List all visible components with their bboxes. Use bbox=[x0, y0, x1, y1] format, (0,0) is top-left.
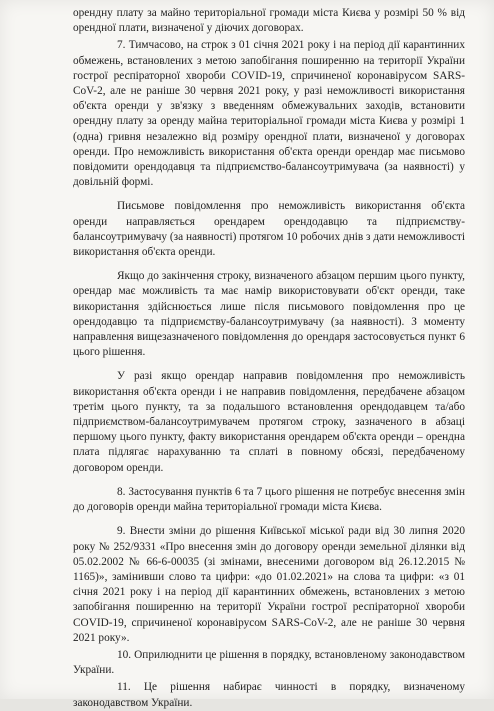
paragraph-item-11: 11. Це рішення набирає чинності в порядку, визначеному законодавством України. bbox=[73, 681, 465, 709]
paragraph-item-10: 10. Оприлюднити це рішення в порядку, встановленому законодавством України. bbox=[73, 648, 465, 677]
paragraph-continuation: орендну плату за майно територіальної громади міста Києва у розмірі 50 % від орендної плати, визначеної у діючих договорах. bbox=[73, 7, 465, 35]
paragraph-early-use: Якщо до закінчення строку, визначеного абзацом першим цього пункту, орендар має можливість та має намір використовувати об'єкт оренди, таке використання здійснюється лише після письмового повідомлення про це орендодавцю та підприємству-балансоутримувачу (за наявності). З моменту направлення вищезазначеного повідомлення до орендаря застосовується пункт 6 цього рішення. bbox=[73, 270, 465, 359]
paragraph-item-7: 7. Тимчасово, на строк з 01 січня 2021 року і на період дії карантинних обмежень, встановлених з метою запобігання поширенню на території України гострої респіраторної хвороби COVID-19, спричиненої коронавірусом SARS-CoV-2, але не раніше 30 червня 2021 року, у разі неможливості використання об'єкта оренди у зв'язку з введенням обмежувальних заходів, встановити орендну плату за оренду майна територіальної громади міста Києва у розмірі 1 (одна) гривня незалежно від розміру орендної плати, визначеної у договорах оренди. Про неможливість використання об'єкта оренди орендар має письмово повідомити орендодавця та підприємство-балансоутримувача (за наявності) у довільній формі. bbox=[73, 39, 465, 189]
paragraph-item-8: 8. Застосування пунктів 6 та 7 цього рішення не потребує внесення змін до договорів оренди майна територіальної громади міста Києва. bbox=[73, 485, 465, 514]
document-body bbox=[73, 6, 465, 711]
paragraph-notice: Письмове повідомлення про неможливість використання об'єкта оренди направляється орендарем орендодавцю та підприємству-балансоутримувачу (за наявності) протягом 10 робочих днів з дати неможливості використання об'єкта оренди. bbox=[73, 200, 465, 259]
paragraph-item-9: 9. Внести зміни до рішення Київської міської ради від 30 липня 2020 року № 252/9331 «Про внесення змін до договору оренди земельної ділянки від 05.02.2002 № 66-6-00035 (зі змінами, внесеними договором від 26.12.2015 № 1165)», замінивши слово та цифри: «до 01.02.2021» на слова та цифри: «з 01 січня 2021 року і на період дії карантинних обмежень, встановлених з метою запобігання поширенню на території України гострої респіраторної хвороби COVID-19, спричиненої коронавірусом SARS-CoV-2, але не раніше 30 червня 2021 року». bbox=[73, 525, 465, 644]
paragraph-penalty: У разі якщо орендар направив повідомлення про неможливість використання об'єкта оренди і не направив повідомлення, передбачене абзацом третім цього пункту, та за подальшого встановлення орендодавцем та/або підприємством-балансоутримувачем протягом строку, зазначеного в абзаці першому цього пункту, факту використання орендарем об'єкта оренди – орендна плата підлягає нарахуванню та сплаті в повному обсязі, передбаченому договором оренди. bbox=[73, 370, 465, 474]
